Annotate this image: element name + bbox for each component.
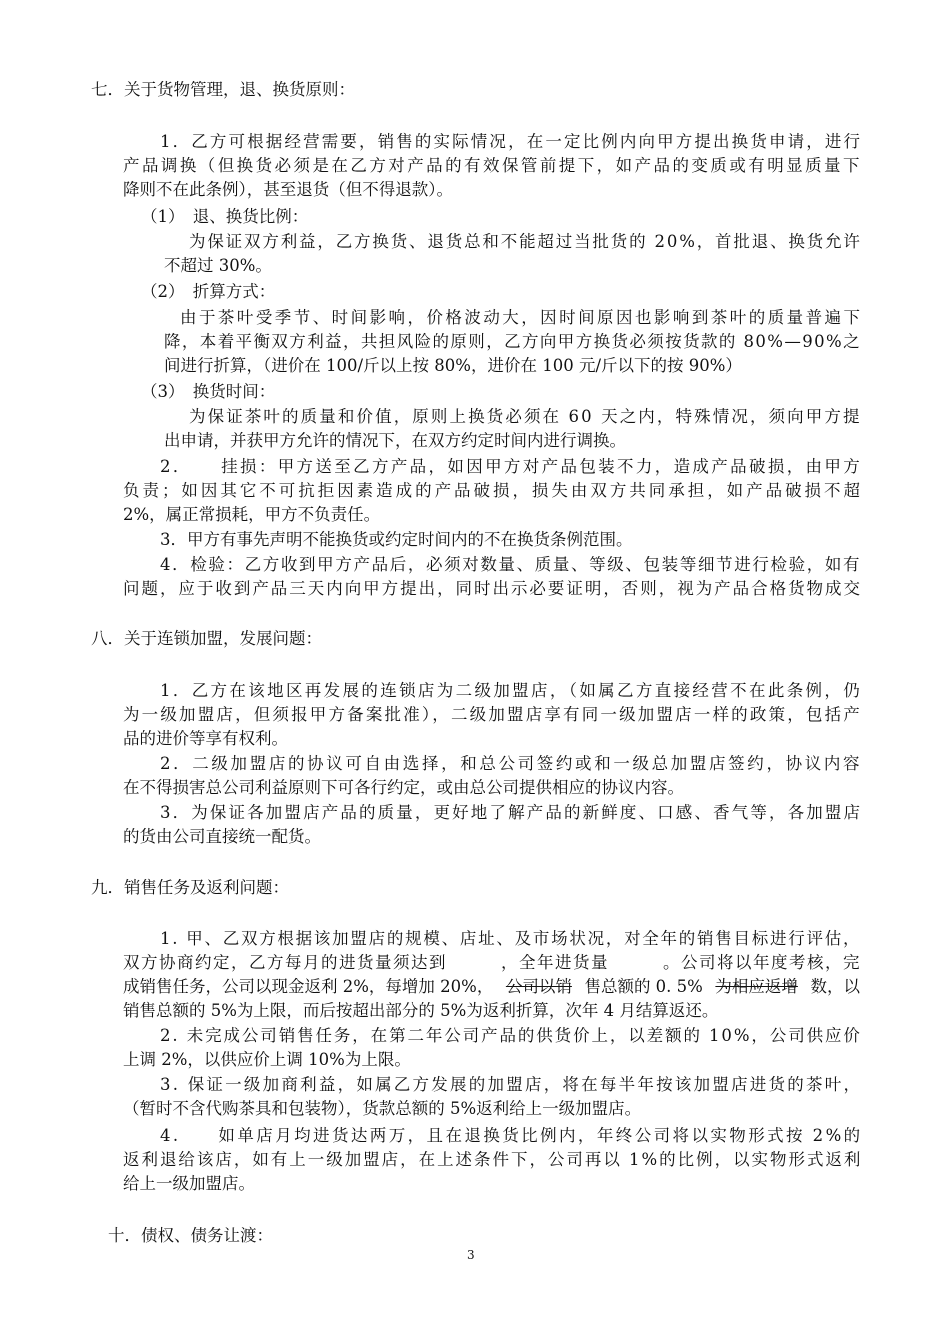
s9-p4-line2: 返利退给该店，如有上一级加盟店，在上述条件下，公司再以 1%的比例，以实物形式返利 xyxy=(123,1150,863,1169)
s9-p1-line3-c: 数，以 xyxy=(810,977,860,996)
s7-sub2-line3: 间进行折算，（进价在 100/斤以上按 80%，进价在 100 元/斤以下的按 90%） xyxy=(164,356,742,375)
s7-p3: 3．甲方有事先声明不能换货或约定时间内的不在换货条例范围。 xyxy=(160,530,633,549)
section-9-heading: 九．销售任务及返利问题： xyxy=(91,878,289,897)
s7-p1-line2: 产品调换（但换货必须是在乙方对产品的有效保管前提下，如产品的变质或有明显质量下 xyxy=(123,156,862,175)
s7-sub3-label: （3） 换货时间： xyxy=(141,382,276,401)
section-7-heading: 七．关于货物管理，退、换货原则： xyxy=(91,80,355,99)
strikethrough-text: 公司以销 xyxy=(505,977,572,996)
section-8-heading: 八．关于连锁加盟，发展问题： xyxy=(91,629,322,648)
s8-p1-line3: 品的进价等享有权利。 xyxy=(123,729,288,748)
s7-sub3-line2: 出申请，并获甲方允许的情况下，在双方约定时间内进行调换。 xyxy=(164,431,626,450)
s7-p2-line2: 负责；如因其它不可抗拒因素造成的产品破损，损失由双方共同承担，如产品破损不超 xyxy=(123,481,863,500)
s9-p1-line2: 双方协商约定，乙方每月的进货量须达到 ，全年进货量 。公司将以年度考核，完 xyxy=(123,953,861,972)
strikethrough-text: 为相应返增 xyxy=(715,977,798,996)
s7-p2-line1: 2． 挂损：甲方送至乙方产品，如因甲方对产品包装不力，造成产品破损，由甲方 xyxy=(160,457,863,476)
s7-sub2-line1: 由于茶叶受季节、时间影响，价格波动大，因时间原因也影响到茶叶的质量普遍下 xyxy=(180,308,863,327)
s9-p1-line3-b: 售总额的 0. 5% xyxy=(584,977,703,996)
s8-p2-line2: 在不得损害总公司利益原则下可各行约定，或由总公司提供相应的协议内容。 xyxy=(123,778,684,797)
s7-p2-line3: 2%，属正常损耗，甲方不负责任。 xyxy=(123,505,381,524)
s9-p4-line3: 给上一级加盟店。 xyxy=(123,1174,255,1193)
s7-p1-line1: 1．乙方可根据经营需要，销售的实际情况，在一定比例内向甲方提出换货申请，进行 xyxy=(160,132,863,151)
s8-p1-line2: 为一级加盟店，但须报甲方备案批准），二级加盟店享有同一级加盟店一样的政策，包括产 xyxy=(123,705,862,724)
s7-sub1-line2: 不超过 30%。 xyxy=(164,256,272,275)
s7-p1-line3: 降则不在此条例），甚至退货（但不得退款）。 xyxy=(123,180,453,199)
s8-p1-line1: 1．乙方在该地区再发展的连锁店为二级加盟店，（如属乙方直接经营不在此条例，仍 xyxy=(160,681,863,700)
s8-p3-line1: 3．为保证各加盟店产品的质量，更好地了解产品的新鲜度、口感、香气等，各加盟店 xyxy=(160,803,863,822)
s7-sub2-label: （2） 折算方式： xyxy=(141,282,276,301)
s9-p4-line1: 4. 如单店月均进货达两万，且在退换货比例内，年终公司将以实物形式按 2%的 xyxy=(160,1126,863,1145)
section-10-heading: 十．债权、债务让渡： xyxy=(108,1226,273,1245)
s8-p3-line2: 的货由公司直接统一配货。 xyxy=(123,827,321,846)
s7-p4-line2: 问题，应于收到产品三天内向甲方提出，同时出示必要证明，否则，视为产品合格货物成交 xyxy=(123,579,862,598)
s9-p3-line1: 3. 保证一级加商利益，如属乙方发展的加盟店，将在每半年按该加盟店进货的茶叶， xyxy=(160,1075,863,1094)
s9-p1-line3-a: 成销售任务，公司以现金返利 2%，每增加 20%， xyxy=(123,977,494,996)
s7-sub2-line2: 降，本着平衡双方利益，共担风险的原则，乙方向甲方换货必须按货款的 80%—90%之 xyxy=(164,332,861,351)
s9-p3-line2: （暂时不含代购茶具和包装物），货款总额的 5%返利给上一级加盟店。 xyxy=(123,1099,642,1118)
s7-sub3-line1: 为保证茶叶的质量和价值，原则上换货必须在 60 天之内，特殊情况，须向甲方提 xyxy=(189,407,862,426)
s9-p2-line1: 2. 未完成公司销售任务，在第二年公司产品的供货价上，以差额的 10%，公司供应价 xyxy=(160,1026,862,1045)
s7-sub1-label: （1） 退、换货比例： xyxy=(141,207,309,226)
page-number: 3 xyxy=(467,1248,475,1262)
s7-sub1-line1: 为保证双方利益，乙方换货、退货总和不能超过当批货的 20%，首批退、换货允许 xyxy=(189,232,862,251)
s8-p2-line1: 2．二级加盟店的协议可自由选择，和总公司签约或和一级总加盟店签约，协议内容 xyxy=(160,754,863,773)
s7-p4-line1: 4．检验：乙方收到甲方产品后，必须对数量、质量、等级、包装等细节进行检验，如有 xyxy=(160,555,862,574)
s9-p1-line4: 销售总额的 5%为上限，而后按超出部分的 5%为返利折算，次年 4 月结算返还。 xyxy=(123,1001,719,1020)
s9-p1-line1: 1. 甲、乙双方根据该加盟店的规模、店址、及市场状况，对全年的销售目标进行评估， xyxy=(160,929,862,948)
s9-p1-line3 xyxy=(123,975,860,999)
s9-p2-line2: 上调 2%，以供应价上调 10%为上限。 xyxy=(123,1050,411,1069)
